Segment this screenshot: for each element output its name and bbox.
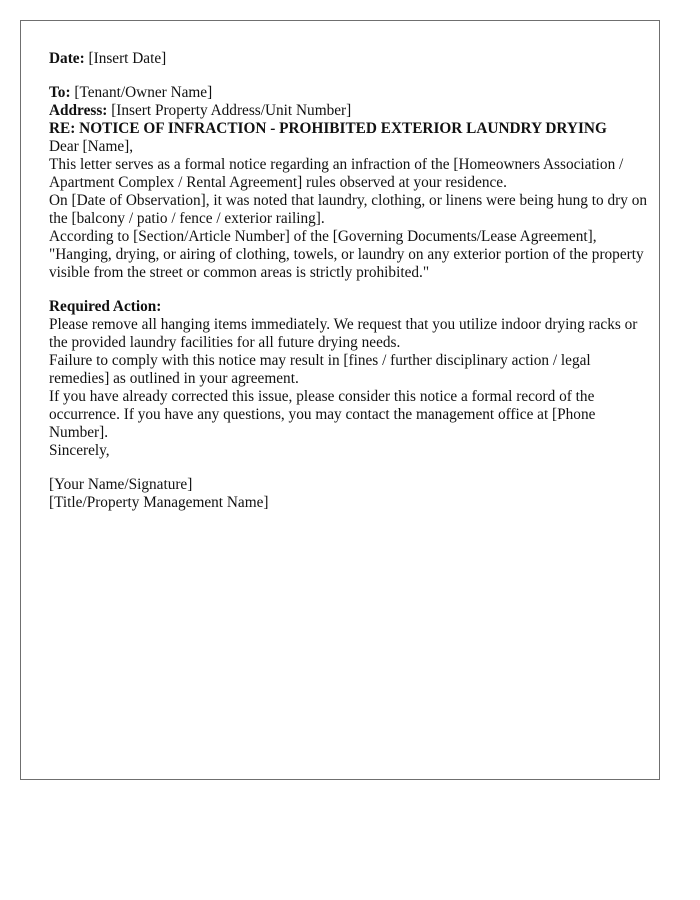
subject-line: RE: NOTICE OF INFRACTION - PROHIBITED EXTERIOR LAUNDRY DRYING <box>49 120 607 137</box>
recipient-block <box>49 84 649 120</box>
date-value: [Insert Date] <box>84 50 167 67</box>
signature-title: [Title/Property Management Name] <box>49 494 269 511</box>
to-label: To: <box>49 84 71 101</box>
signature-block <box>49 476 649 512</box>
paragraph-rule-citation: According to [Section/Article Number] of the [Governing Documents/Lease Agreement], "Hanging, drying, or airing of clothing, towels, or laundry on any exterior portion of the property visible from the street or common areas is strictly prohibited." <box>49 228 644 281</box>
date-label: Date: <box>49 50 85 67</box>
paragraph-notice: This letter serves as a formal notice regarding an infraction of the [Homeowners Association / Apartment Complex / Rental Agreement] rules observed at your residence. <box>49 156 624 191</box>
to-line <box>49 84 649 102</box>
address-value: [Insert Property Address/Unit Number] <box>107 102 352 119</box>
signature-name: [Your Name/Signature] <box>49 476 193 493</box>
address-label: Address: <box>49 102 108 119</box>
closing: Sincerely, <box>49 442 110 459</box>
required-action-section <box>49 298 649 352</box>
paragraph-consequences: Failure to comply with this notice may result in [fines / further disciplinary action / legal remedies] as outlined in your agreement. <box>49 352 591 387</box>
date-line <box>49 50 649 68</box>
letter-content <box>49 50 649 512</box>
address-line <box>49 102 649 120</box>
to-value: [Tenant/Owner Name] <box>70 84 213 101</box>
required-action-text: Please remove all hanging items immediately. We request that you utilize indoor drying racks or the provided laundry facilities for all future drying needs. <box>49 316 638 351</box>
paragraph-observation: On [Date of Observation], it was noted that laundry, clothing, or linens were being hung to dry on the [balcony / patio / fence / exterior railing]. <box>49 192 647 227</box>
salutation: Dear [Name], <box>49 138 134 155</box>
required-action-heading: Required Action: <box>49 298 162 315</box>
letter-page <box>20 20 660 780</box>
paragraph-contact: If you have already corrected this issue, please consider this notice a formal record of the occurrence. If you have any questions, you may contact the management office at [Phone Number]. <box>49 388 596 441</box>
